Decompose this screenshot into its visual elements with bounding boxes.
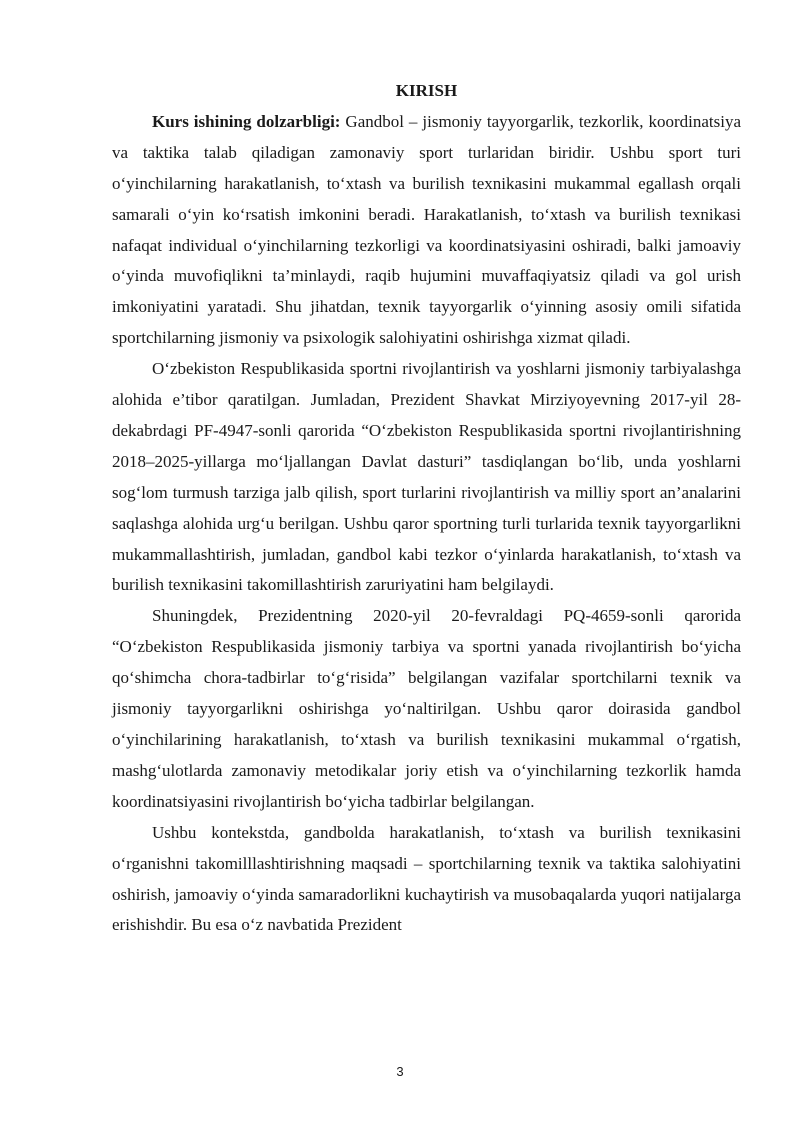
page-number: 3	[396, 1064, 404, 1079]
paragraph-context: Ushbu kontekstda, gandbolda harakatlanish, to‘xtash va burilish texnikasini o‘rganishni takomilllashtirishning maqsadi – sportchilarning texnik va taktika salohiyatini oshirish, jamoaviy o‘yinda samaradorlikni kuchaytirish va musobaqalarda yuqori natijalarga erishishdir. Bu esa o‘z navbatida Prezident	[112, 822, 741, 935]
paragraph-relevance	[112, 107, 741, 354]
paragraph-lead-heading: Kurs ishining dolzarbligi:	[152, 111, 341, 131]
page-body	[112, 76, 741, 941]
section-title: KIRISH	[395, 81, 458, 100]
paragraph-state-policy: O‘zbekiston Respublikasida sportni rivojlantirish va yoshlarni jismoniy tarbiyalashga alohida e’tibor qaratilgan. Jumladan, Prezident Shavkat Mirziyoyevning 2017-yil 28-dekabrdagi PF-4947-sonli qarorida “O‘zbekiston Respublikasida sportni rivojlantirishning 2018–2025-yillarga mo‘ljallangan Davlat dasturi” tasdiqlangan bo‘lib, unda yoshlarni sog‘lom turmush tarziga jalb qilish, sport turlarini rivojlantirish va milliy sport an’analarini saqlashga alohida urg‘u berilgan. Ushbu qaror sportning turli turlarida texnik tayyorgarlikni mukammallashtirish, jumladan, gandbol kabi tezkor o‘yinlarda harakatlanish, to‘xtash va burilish texnikasini takomillashtirish zaruriyatini ham belgilaydi.	[112, 359, 741, 595]
paragraph-presidential-decree: Shuningdek, Prezidentning 2020-yil 20-fevraldagi PQ-4659-sonli qarorida “O‘zbekiston Respublikasida jismoniy tarbiya va sportni yanada rivojlantirish bo‘yicha qo‘shimcha chora-tadbirlar to‘g‘risida” belgilangan vazifalar sportchilarni texnik va jismoniy tayyorgarlikni oshirishga yo‘naltirilgan. Ushbu qaror doirasida gandbol o‘yinchilarining harakatlanish, to‘xtash va burilish texnikasini mukammal o‘rgatish, mashg‘ulotlarda zamonaviy metodikalar joriy etish va o‘yinchilarning tezkorlik hamda koordinatsiyasini rivojlantirish bo‘yicha tadbirlar belgilangan.	[112, 606, 741, 811]
paragraph-text: Gandbol – jismoniy tayyorgarlik, tezkorlik, koordinatsiya va taktika talab qiladigan zamonaviy sport turlaridan biridir. Ushbu sport turi o‘yinchilarning harakatlanish, to‘xtash va burilish texnikasini mukammal egallash orqali samarali o‘yin ko‘rsatish imkonini beradi. Harakatlanish, to‘xtash va burilish texnikasi nafaqat individual o‘yinchilarning tezkorligi va koordinatsiyasini oshiradi, balki jamoaviy o‘yinda muvofiqlikni ta’minlaydi, raqib hujumini muvaffaqiyatsiz qiladi va gol urish imkoniyatini yaratadi. Shu jihatdan, texnik tayyorgarlik o‘yinning asosiy omili sifatida sportchilarning jismoniy va psixologik salohiyatini oshirishga xizmat qiladi.	[112, 111, 741, 348]
